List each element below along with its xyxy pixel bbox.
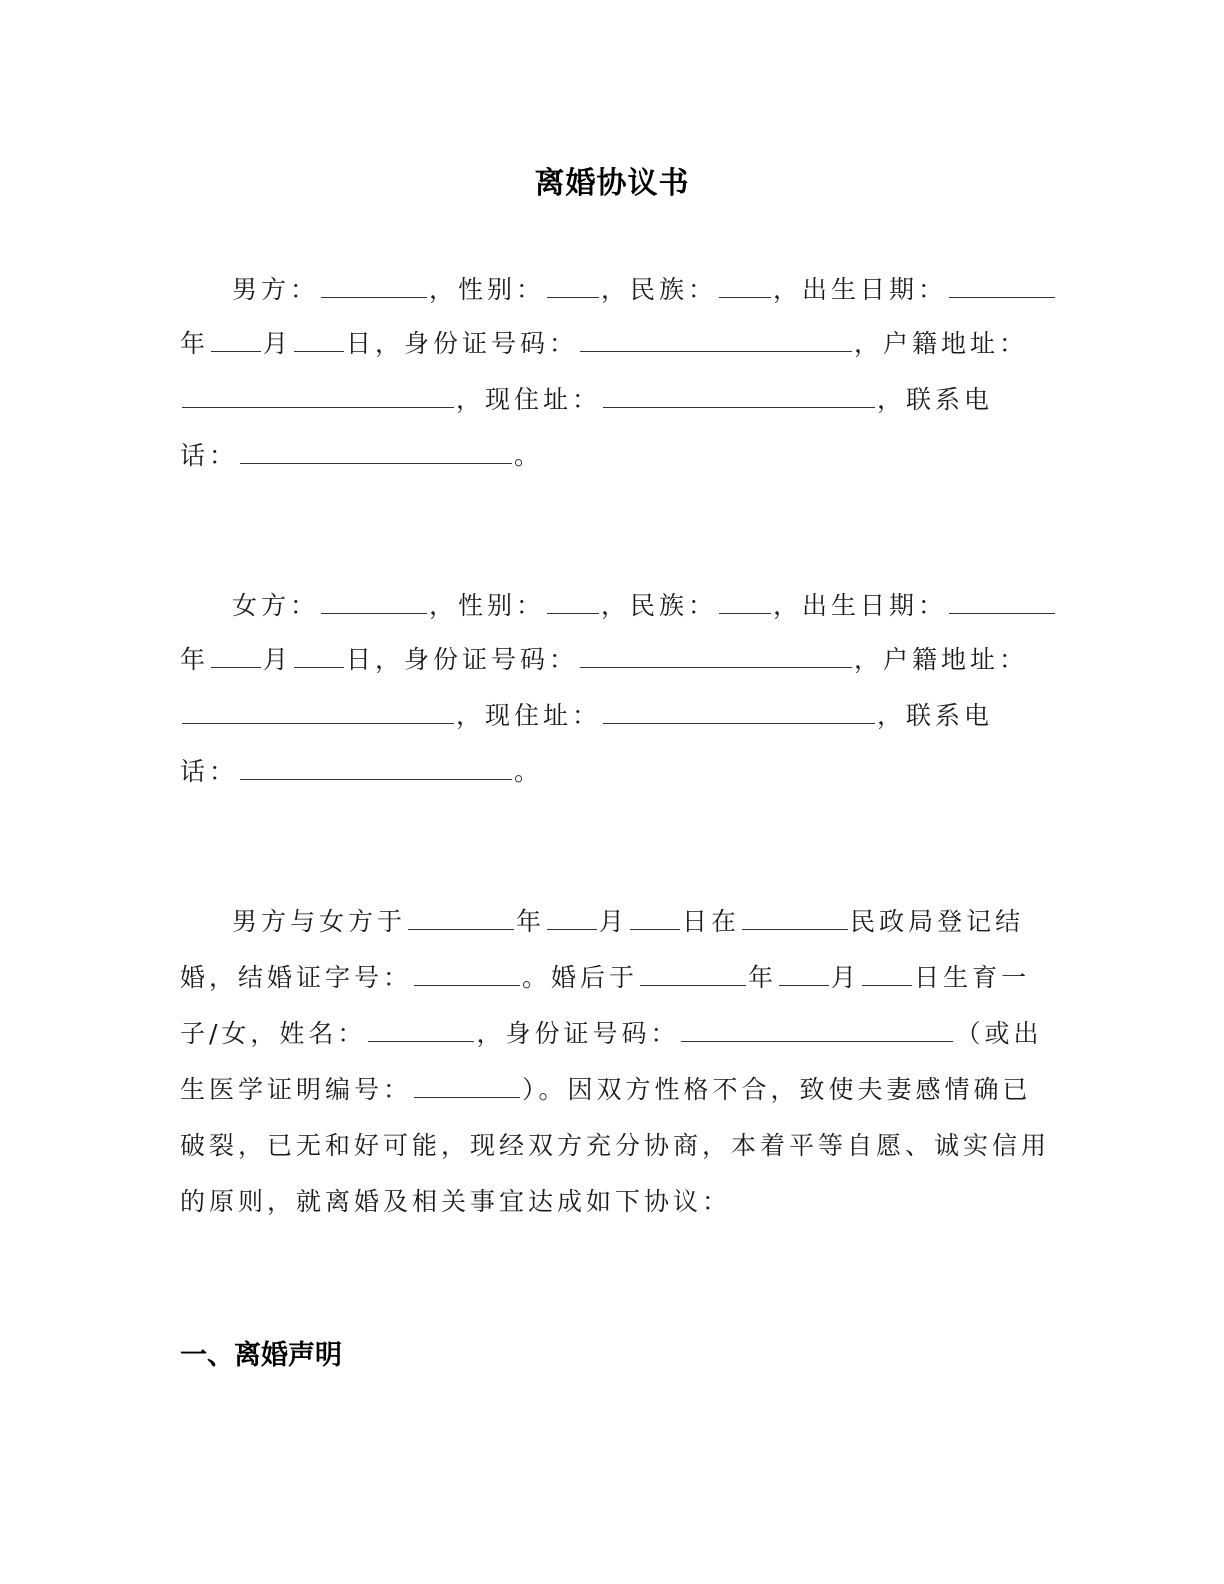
label: 月 [263,329,293,358]
label: ，身份证号码： [476,1019,680,1048]
male-birth-month-blank[interactable] [211,329,261,352]
female-residence-blank[interactable] [603,701,875,724]
marriage-line-3 [180,1018,1042,1050]
female-phone-blank[interactable] [240,757,512,780]
female-line-1 [232,590,1057,622]
male-line-1 [232,274,1057,306]
marriage-month-blank[interactable] [547,907,597,930]
marriage-line-6: 的原则，就离婚及相关事宜达成如下协议： [180,1187,732,1216]
child-birth-month-blank[interactable] [779,963,829,986]
male-household-blank[interactable] [182,385,454,408]
child-birth-day-blank[interactable] [862,963,912,986]
female-line-2 [180,644,1028,676]
child-birth-year-blank[interactable] [640,963,746,986]
marriage-line-4 [180,1074,1032,1106]
label: ，性别： [429,275,546,304]
female-line-3 [180,700,993,732]
civil-affairs-bureau-blank[interactable] [742,907,848,930]
female-ethnicity-blank[interactable] [719,591,771,614]
male-residence-blank[interactable] [603,385,875,408]
female-birth-month-blank[interactable] [211,645,261,668]
male-line-4 [180,440,543,472]
marriage-day-blank[interactable] [630,907,680,930]
male-birth-day-blank[interactable] [294,329,344,352]
female-birth-year-blank[interactable] [949,591,1055,614]
label: 。 [514,757,544,786]
label: 年 [180,645,210,674]
label: 月 [599,907,629,936]
label: ，民族： [601,591,718,620]
child-id-blank[interactable] [681,1019,953,1042]
male-gender-blank[interactable] [547,275,599,298]
label: ，户籍地址： [854,645,1029,674]
label: ，性别： [429,591,546,620]
label: ，联系电 [877,385,994,414]
label: 年 [748,963,778,992]
label: ）。因双方性格不合，致使夫妻感情确已 [522,1075,1032,1104]
male-ethnicity-blank[interactable] [719,275,771,298]
section-heading: 一、离婚声明 [180,1340,342,1371]
label: 月 [831,963,861,992]
female-name-blank[interactable] [321,591,427,614]
label: ，户籍地址： [854,329,1029,358]
label: 。 [514,441,544,470]
label: 男方： [232,275,320,304]
marriage-line-2 [180,962,1030,994]
label: ，出生日期： [773,591,948,620]
label: 年 [180,329,210,358]
label: 生医学证明编号： [180,1075,413,1104]
birth-cert-blank[interactable] [414,1075,520,1098]
male-line-2 [180,328,1028,360]
label: 话： [180,441,239,470]
label: ，出生日期： [773,275,948,304]
label: 婚，结婚证字号： [180,963,413,992]
female-line-4 [180,756,543,788]
female-gender-blank[interactable] [547,591,599,614]
label: 民政局登记结 [850,907,1025,936]
male-line-3 [180,384,993,416]
label: 日在 [682,907,741,936]
marriage-cert-blank[interactable] [414,963,520,986]
label: 话： [180,757,239,786]
label: ，联系电 [877,701,994,730]
label: 子/女，姓名： [180,1019,367,1048]
female-id-blank[interactable] [580,645,852,668]
label: 男方与女方于 [232,907,407,936]
label: 日，身份证号码： [346,329,579,358]
male-phone-blank[interactable] [240,441,512,464]
label: ，现住址： [456,701,602,730]
female-birth-day-blank[interactable] [294,645,344,668]
label: 月 [263,645,293,674]
female-household-blank[interactable] [182,701,454,724]
label: 年 [516,907,546,936]
label: （或出 [955,1019,1043,1048]
marriage-line-5: 破裂，已无和好可能，现经双方充分协商，本着平等自愿、诚实信用 [180,1131,1051,1160]
label: ，民族： [601,275,718,304]
label: 。婚后于 [522,963,639,992]
marriage-line-1 [232,906,1024,938]
document-title: 离婚协议书 [534,166,690,201]
label: 女方： [232,591,320,620]
male-name-blank[interactable] [321,275,427,298]
male-id-blank[interactable] [580,329,852,352]
child-name-blank[interactable] [368,1019,474,1042]
label: 日，身份证号码： [346,645,579,674]
label: 日生育一 [914,963,1031,992]
marriage-year-blank[interactable] [408,907,514,930]
label: ，现住址： [456,385,602,414]
male-birth-year-blank[interactable] [949,275,1055,298]
